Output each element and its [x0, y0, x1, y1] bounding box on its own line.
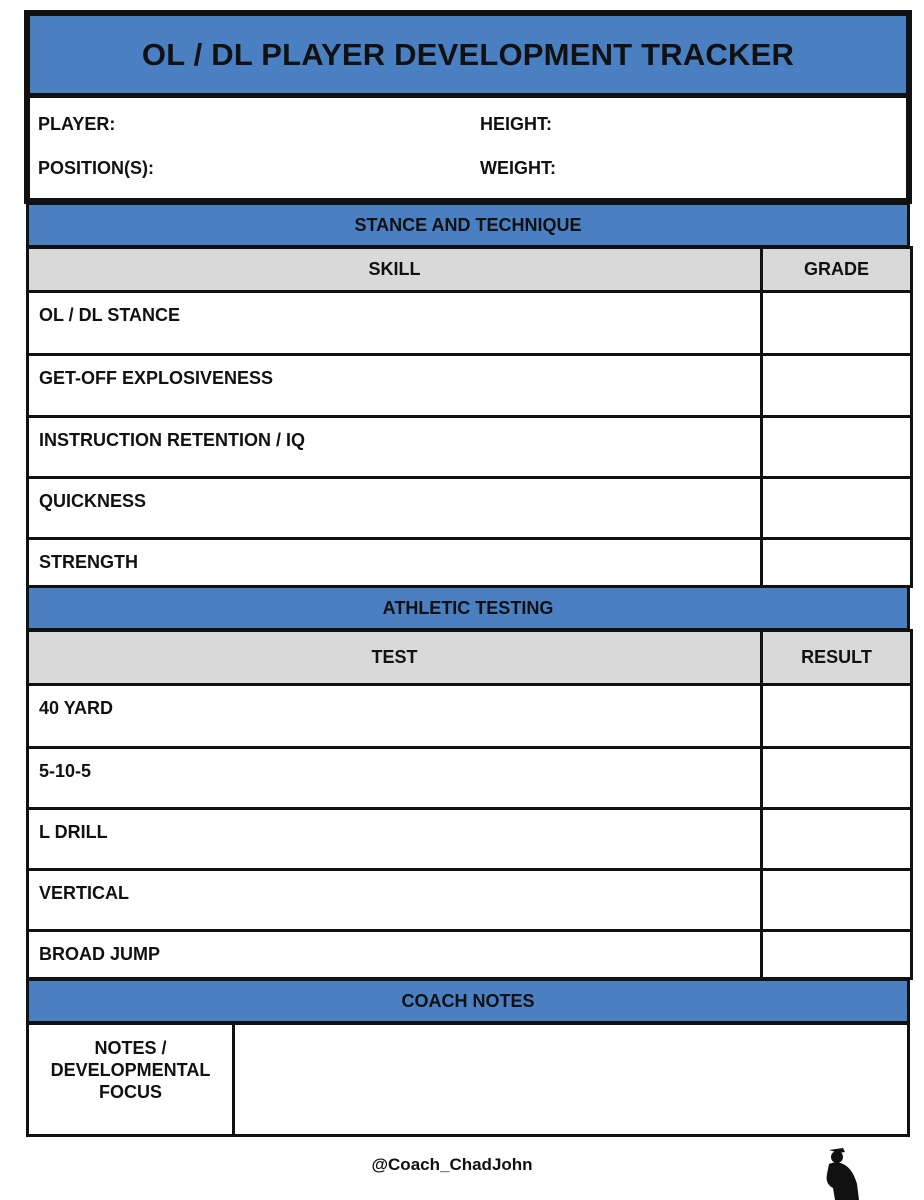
result-cell[interactable]	[762, 931, 912, 979]
table-row	[28, 870, 912, 931]
notes-label-line: NOTES /	[94, 1038, 167, 1058]
skill-instruction-retention: INSTRUCTION RETENTION / IQ	[28, 417, 762, 478]
result-cell[interactable]	[762, 748, 912, 809]
notes-label-line: DEVELOPMENTAL	[50, 1060, 211, 1080]
stance-table	[26, 246, 913, 588]
test-vertical: VERTICAL	[28, 870, 762, 931]
table-row	[28, 748, 912, 809]
skill-get-off: GET-OFF EXPLOSIVENESS	[28, 355, 762, 417]
test-40-yard: 40 YARD	[28, 685, 762, 748]
player-label: PLAYER:	[38, 114, 116, 134]
grade-cell[interactable]	[762, 417, 912, 478]
skill-column-header: SKILL	[28, 248, 762, 292]
table-row	[28, 539, 912, 587]
grade-cell[interactable]	[762, 478, 912, 539]
weight-label: WEIGHT:	[480, 158, 556, 178]
height-label: HEIGHT:	[480, 114, 552, 134]
coach-silhouette-icon	[815, 1140, 867, 1200]
test-5-10-5: 5-10-5	[28, 748, 762, 809]
notes-section-header	[26, 978, 910, 1024]
table-row	[28, 931, 912, 979]
stance-table-header-row	[28, 248, 912, 292]
notes-label	[29, 1025, 235, 1134]
title-bar	[30, 16, 906, 98]
notes-section-title: COACH NOTES	[401, 990, 535, 1011]
result-cell[interactable]	[762, 809, 912, 870]
test-broad-jump: BROAD JUMP	[28, 931, 762, 979]
header-block	[24, 10, 912, 204]
page-title: OL / DL PLAYER DEVELOPMENT TRACKER	[141, 36, 795, 72]
table-row	[28, 478, 912, 539]
result-column-header: RESULT	[762, 631, 912, 685]
notes-label-line: FOCUS	[99, 1082, 162, 1102]
result-cell[interactable]	[762, 685, 912, 748]
athletic-section-title: ATHLETIC TESTING	[382, 597, 554, 618]
grade-cell[interactable]	[762, 292, 912, 355]
stance-section-header	[26, 202, 910, 248]
table-row	[28, 417, 912, 478]
athletic-section-header	[26, 585, 910, 631]
notes-box	[26, 1022, 910, 1137]
table-row	[28, 685, 912, 748]
table-row	[28, 292, 912, 355]
skill-strength: STRENGTH	[28, 539, 762, 587]
stance-section-title: STANCE AND TECHNIQUE	[354, 214, 582, 235]
table-row	[28, 355, 912, 417]
grade-cell[interactable]	[762, 539, 912, 587]
athletic-table-header-row	[28, 631, 912, 685]
notes-input-area[interactable]	[235, 1025, 907, 1134]
table-row	[28, 809, 912, 870]
grade-column-header: GRADE	[762, 248, 912, 292]
positions-label: POSITION(S):	[38, 158, 154, 178]
skill-stance: OL / DL STANCE	[28, 292, 762, 355]
footer-handle: @Coach_ChadJohn	[371, 1155, 533, 1174]
grade-cell[interactable]	[762, 355, 912, 417]
result-cell[interactable]	[762, 870, 912, 931]
athletic-table	[26, 629, 913, 980]
test-l-drill: L DRILL	[28, 809, 762, 870]
test-column-header: TEST	[28, 631, 762, 685]
skill-quickness: QUICKNESS	[28, 478, 762, 539]
